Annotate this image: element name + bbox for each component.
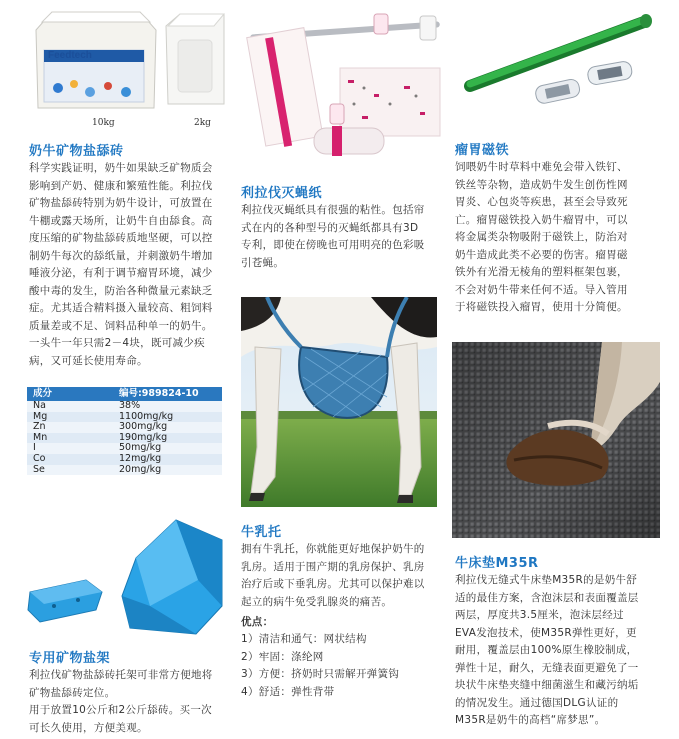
- list-item: 1）清洁和通气：网状结构: [241, 633, 367, 645]
- fly-paper-photo: [244, 8, 444, 168]
- brand-label: Feedtech: [48, 50, 92, 61]
- weight-label-2kg: 2kg: [194, 118, 211, 128]
- salt-holder-title: 专用矿物盐架: [29, 651, 111, 666]
- rumen-magnet-photo: [460, 14, 660, 114]
- salt-holder-photo: [26, 510, 226, 640]
- mineral-block-description: 科学实践证明，奶牛如果缺乏矿物质会 影响到产奶、健康和繁殖性能。利拉伐 矿物盐舔砖特别为奶牛设计，可放置在 牛棚或露天场所，让奶牛自由舔食。高 度压缩的矿物盐舔砖质地坚硬，可以控 制奶牛每次的舔纸量，并刺激奶牛增加 唾液分泌，有利于调节瘤胃环境，减少 酸中毒的发生，防治各种微量元素缺乏 症。尤其适合精料摄入量较高、粗饲料 质量差或不足、饲料品种单一的奶牛。 一头牛一年只需2－4块，既可减少疾 病，又可延长使用寿命。: [29, 162, 213, 367]
- rumen-magnet-description: 饲喂奶牛时草料中难免会带入铁钉、 铁丝等杂物，造成奶牛发生创伤性网 胃炎、心包炎等疾患，甚至会导致死 亡。瘤胃磁铁投入奶牛瘤胃中，可以 将金属类杂物吸附于磁铁上，防治对 奶牛造成此类不必要的伤害。瘤胃磁 铁外有光滑无棱角的塑料框架包裹， 不会对奶牛带来任何不适。导入管用 于将磁铁投入瘤胃，使用十分简便。: [455, 161, 628, 313]
- table-header-cell: 编号:989824-10: [119, 388, 199, 399]
- cow-mat-title: 牛床垫M35R: [455, 556, 539, 571]
- udder-support-description: 拥有牛乳托，你就能更好地保护奶牛的 乳房。适用于围产期的乳房保护、乳房 治疗后或下垂乳房。尤其可以保护难以 起立的病牛免受乳腺炎的痛苦。: [241, 543, 425, 608]
- cow-mat-description: 利拉伐无缝式牛床垫M35R的是奶牛舒 适的最佳方案，含泡沫层和表面覆盖层 两层，厚度共3.5厘米，泡沫层经过 EVA发泡技术，使M35R弹性更好，更 耐用，覆盖层由100%原生橡胶制成， 弹性十足，耐久，无缝表面更避免了一 块状牛床垫夹缝中细菌滋生和藏污纳垢 的情况发生。通过德国DLG认证的 M35R是奶牛的高档“席梦思”。: [455, 574, 639, 726]
- udder-support-features-title: 优点：: [241, 616, 274, 628]
- table-row: Na 38%: [27, 401, 222, 412]
- table-row: Co 12mg/kg: [27, 454, 222, 465]
- list-item: 2）牢固：涤纶网: [241, 650, 324, 663]
- table-header-cell: 成分: [33, 388, 53, 399]
- mineral-block-photo: [28, 8, 228, 120]
- list-item: 3）方便：挤奶时只需解开弹簧钩: [241, 668, 400, 680]
- weight-label-10kg: 10kg: [92, 118, 115, 128]
- rumen-magnet-title: 瘤胃磁铁: [455, 143, 510, 158]
- salt-holder-description: 利拉伐矿物盐舔砖托架可非常方便地将 矿物盐舔砖定位。 用于放置10公斤和2公斤舔砖。买一次 可长久使用，方便美观。: [29, 669, 213, 734]
- fly-paper-title: 利拉伐灭蝇纸: [241, 186, 323, 201]
- udder-support-photo: [241, 297, 437, 507]
- udder-support-features: [241, 631, 441, 701]
- table-row: Mg 1100mg/kg: [27, 412, 222, 423]
- cow-mat-photo: [452, 342, 660, 538]
- table-header: [27, 387, 222, 401]
- table-row: Zn 300mg/kg: [27, 422, 222, 433]
- table-row: Mn 190mg/kg: [27, 433, 222, 444]
- mineral-block-title: 奶牛矿物盐舔砖: [29, 144, 124, 159]
- table-row: I 50mg/kg: [27, 443, 222, 454]
- list-item: 4）舒适：弹性背带: [241, 685, 335, 698]
- mineral-composition-table: [27, 387, 222, 475]
- udder-support-title: 牛乳托: [241, 525, 282, 540]
- fly-paper-description: 利拉伐灭蝇纸具有很强的粘性。包括帘 式在内的各种型号的灭蝇纸都具有3D 专利，即使在傍晚也可用明亮的色彩吸 引苍蝇。: [241, 204, 425, 269]
- table-row: Se 20mg/kg: [27, 465, 222, 476]
